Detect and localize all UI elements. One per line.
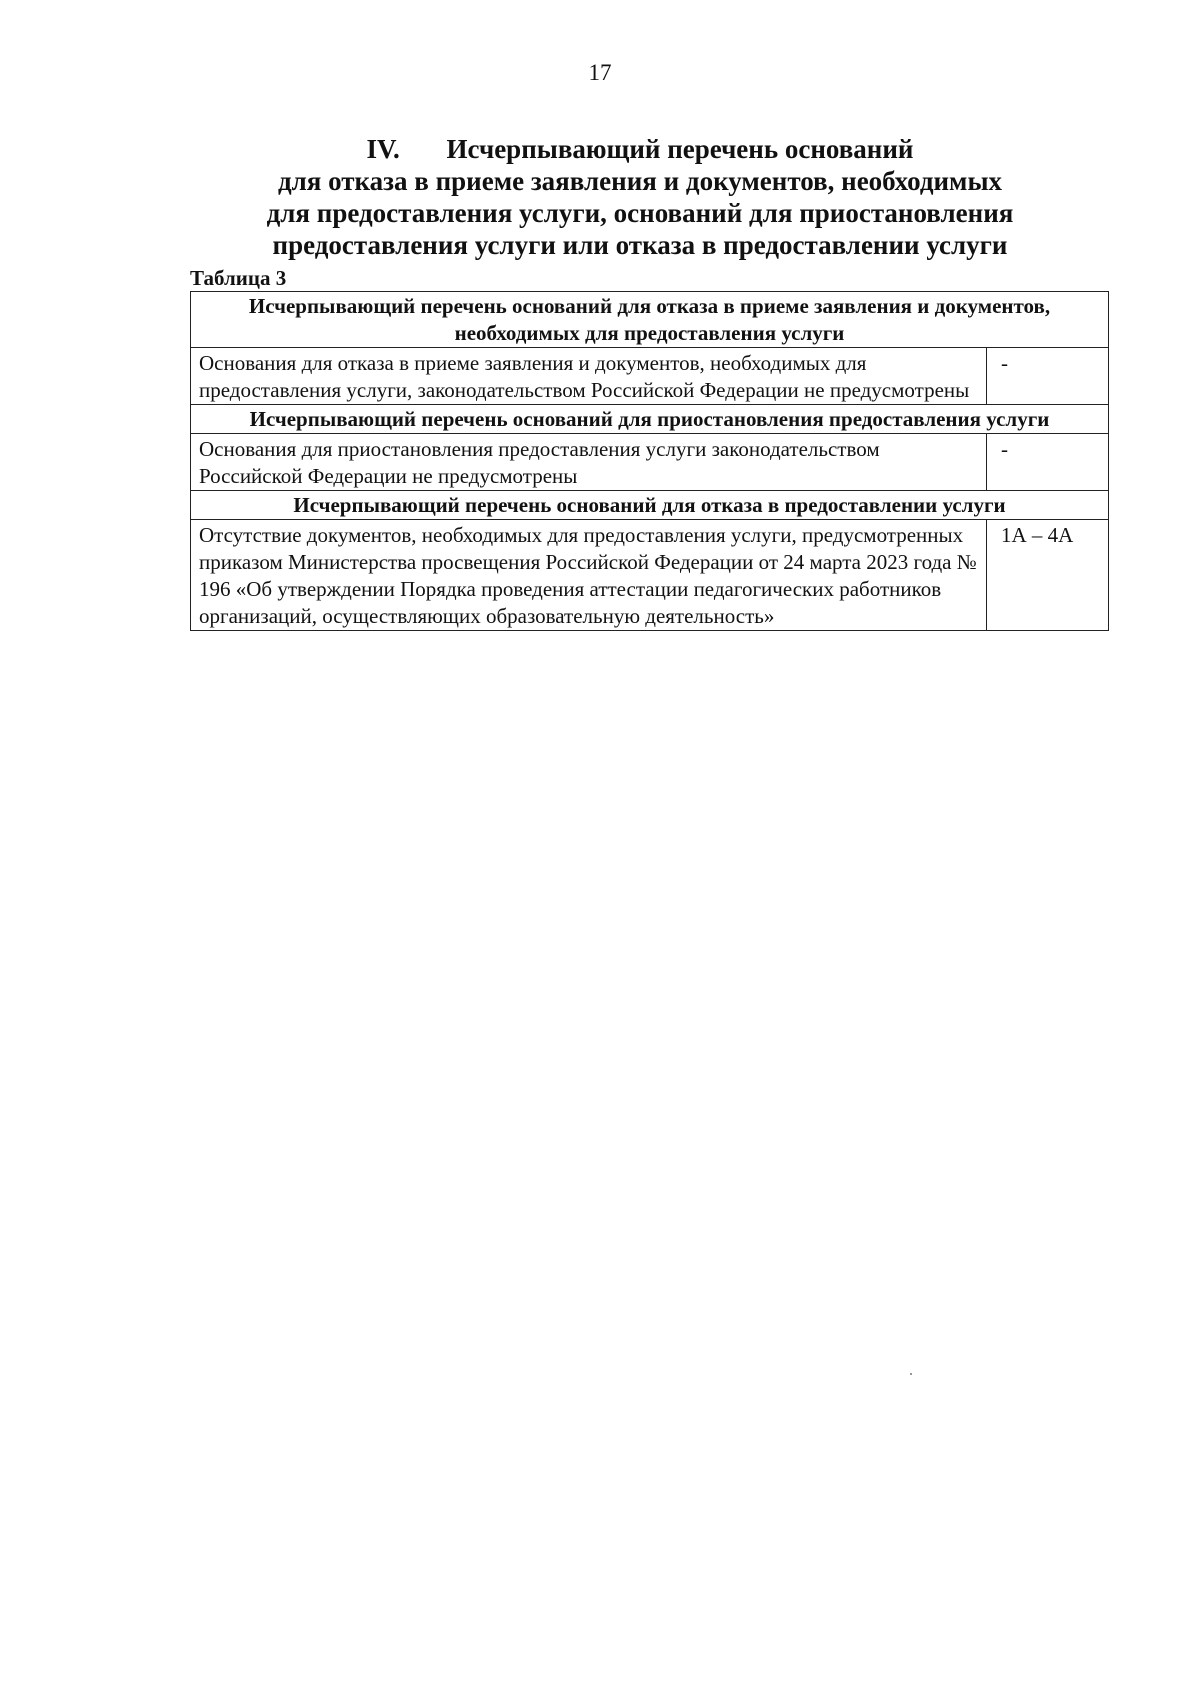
basis-cell: Основания для приостановления предоставления услуги законодательством Российской Федерации не предусмотрены <box>191 434 987 491</box>
heading-line-2: для отказа в приеме заявления и документов, необходимых <box>277 166 1003 196</box>
heading-line-4: предоставления услуги или отказа в предоставлении услуги <box>272 230 1008 260</box>
section-roman-numeral: IV. <box>366 134 400 164</box>
table-row <box>191 520 1109 631</box>
scan-speck <box>910 1373 912 1375</box>
section-title-refusal-service: Исчерпывающий перечень оснований для отказа в предоставлении услуги <box>191 491 1109 520</box>
heading-line-3: для предоставления услуги, оснований для приостановления <box>266 198 1014 228</box>
table-section-header-row <box>191 405 1109 434</box>
section-heading <box>200 133 1080 261</box>
page-number: 17 <box>588 60 612 85</box>
basis-cell: Основания для отказа в приеме заявления и документов, необходимых для предоставления услуги, законодательством Российской Федерации не предусмотрены <box>191 348 987 405</box>
code-cell: - <box>987 348 1109 405</box>
heading-line-1 <box>200 133 1080 165</box>
code-cell: 1А – 4А <box>987 520 1109 631</box>
basis-cell: Отсутствие документов, необходимых для предоставления услуги, предусмотренных приказом Министерства просвещения Российской Федерации от 24 марта 2023 года № 196 «Об утверждении Порядка проведения аттестации педагогических работников организаций, осуществляющих образовательную деятельность» <box>191 520 987 631</box>
table-row <box>191 434 1109 491</box>
section-title-suspension: Исчерпывающий перечень оснований для приостановления предоставления услуги <box>191 405 1109 434</box>
table-row <box>191 348 1109 405</box>
table-caption: Таблица 3 <box>190 266 287 290</box>
grounds-table <box>190 291 1109 631</box>
section-title-refusal-acceptance: Исчерпывающий перечень оснований для отказа в приеме заявления и документов, необходимых для предоставления услуги <box>191 292 1109 348</box>
code-cell: - <box>987 434 1109 491</box>
table-section-header-row <box>191 292 1109 348</box>
table-section-header-row <box>191 491 1109 520</box>
heading-line-1-text: Исчерпывающий перечень оснований <box>446 134 914 164</box>
